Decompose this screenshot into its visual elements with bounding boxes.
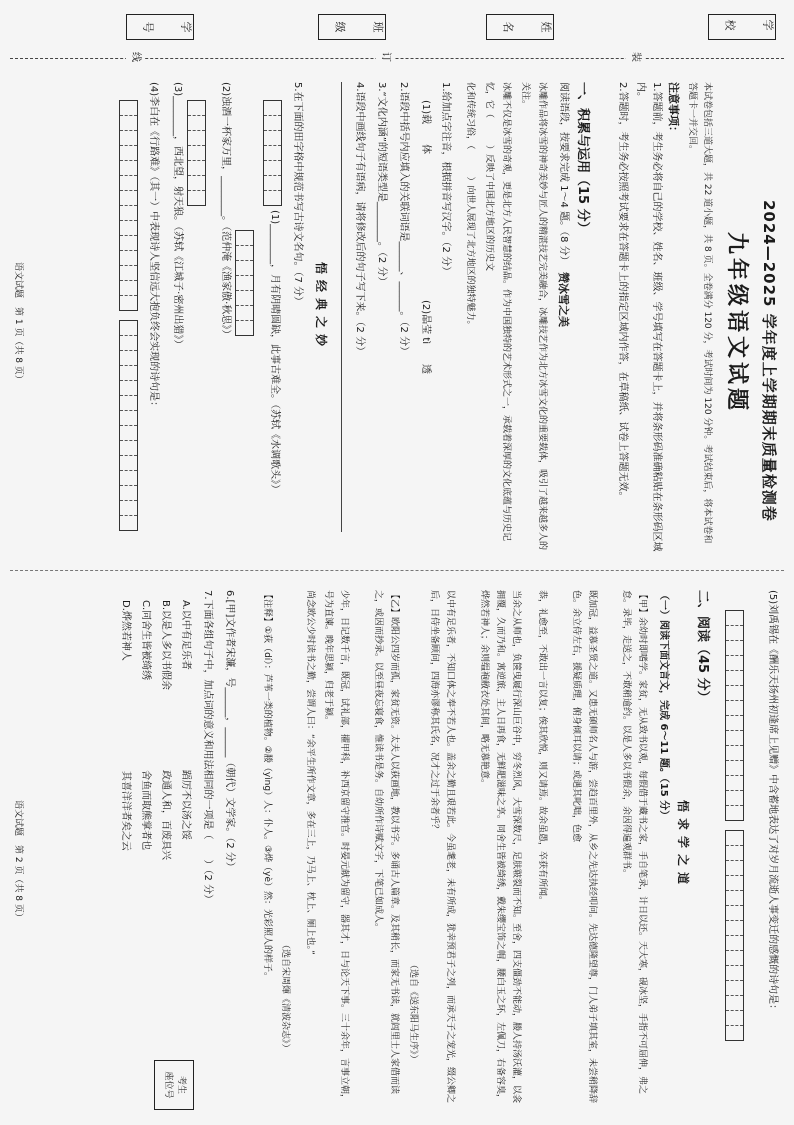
binding-char-zhuang: 装 bbox=[626, 52, 644, 62]
question-6: 6.[甲]文作者宋濂，号______，______（朝代）文学家。（2 分） bbox=[224, 590, 235, 872]
notes-item1: 1.答题前，考生务必将自己的学校、姓名、班级、学号填写在答题卡上，并将条形码准确粘贴在条形码区域内。 bbox=[635, 82, 662, 552]
question-1-part-2: (2)晶莹 tì 透 bbox=[420, 300, 431, 375]
q5-grid-5[interactable] bbox=[119, 320, 138, 531]
binding-char-xian: 线 bbox=[126, 52, 144, 62]
question-1: 1.给加点字注音，根据拼音写汉字。（2 分） bbox=[440, 82, 451, 277]
question-4: 4.语段中画线句子有语病，请将修改后的句子写下来。（2 分） bbox=[354, 82, 365, 357]
question-7-option-d[interactable]: D.烨然若神人 其喜洋洋者矣之云 bbox=[120, 600, 131, 851]
yi-line-1: 【乙】欧阳公四岁而孤，家贫无资。太夫人以荻画地，教以书字。多诵古人篇章。及其稍长，而家无书读，就闾里士人家借而读之，或因而抄录。以至昼夜忘寝食，惟读书是务。自幼所作诗赋文字，下笔已如成人。 bbox=[373, 590, 399, 1095]
exam-title: 2024—2025 学年度上学期期末质量检测卷 bbox=[760, 200, 778, 522]
info-label-name: 姓 名 bbox=[495, 20, 552, 33]
info-label-school: 学 校 bbox=[717, 18, 774, 31]
q5-grid-7[interactable] bbox=[725, 830, 744, 1041]
yi-source: （选自宋周煇《清波杂志》） bbox=[280, 940, 290, 1053]
notes-intro: 本试卷包括三道大题，共 22 道小题，共 8 页。全卷满分 120 分，考试时间为 120 分钟。考试结束后，将本试卷和答题卡一并交回。 bbox=[687, 82, 712, 544]
question-4-answer-line[interactable] bbox=[341, 82, 342, 532]
info-label-class: 班 级 bbox=[327, 20, 384, 33]
paper-title: 九年级语文试题 bbox=[724, 232, 749, 415]
passage-title: 赞冰雪之美 bbox=[557, 272, 570, 327]
q5-grid-4[interactable] bbox=[119, 100, 138, 311]
passage-line-3: 化和传统习俗，（ ）向世人展现了北方地区的独特魅力。 bbox=[465, 82, 475, 330]
section1-heading: 一、积累与运用（15 分） bbox=[575, 82, 590, 235]
passage-line-2: 冰雕不仅是冰雪的奇观，更是北方人民智慧的结晶。作为中国独特的艺术形式之一，承载着深厚的文化底蕴与历史记忆，它（ ）反映了中国北方地区的历史文 bbox=[484, 82, 511, 542]
page-divider bbox=[10, 570, 784, 572]
question-2: 2.语段中括号内应填入的关联词语是______、______。（2 分） bbox=[398, 82, 409, 357]
jia-line-1: 【甲】余幼时即嗜学。家贫，无从致书以观，每假借于藏书之家，手自笔录，计日以还。天大寒，砚冰坚，手指不可屈伸，弗之怠。录毕，走送之，不敢稍逾约。以是人多以书假余，余因得遍观群书。 bbox=[621, 590, 647, 1095]
question-7: 7.下面各组句子中，加点词的意义和用法相同的一项是（ ）（2 分） bbox=[202, 590, 213, 905]
section2-heading: 二、阅读（45 分） bbox=[695, 590, 710, 704]
section1-sub-heading: 悟经典之妙 bbox=[314, 262, 328, 353]
section2-instruction: （一）阅读下面文言文，完成 6～11 题。（15 分） bbox=[658, 590, 669, 821]
seat-number-stamp: 考生 座位号 bbox=[154, 1060, 194, 1110]
question-7-option-c[interactable]: C.同舍生皆被绮绣 舍鱼而取熊掌者也 bbox=[140, 600, 151, 851]
footer-page-1: 语文试题 第 1 页（共 8 页） bbox=[13, 262, 23, 384]
section2-sub-heading: 悟求学之道 bbox=[676, 800, 690, 891]
jia-line-3: 恭，礼愈至，不敢出一言以复；俟其欣悦，则又请焉。故余虽愚，卒获有所闻。 bbox=[537, 590, 547, 906]
q5-grid-6[interactable] bbox=[725, 610, 744, 821]
footer-page-2: 语文试题 第 2 页（共 8 页） bbox=[13, 800, 23, 922]
jia-line-2: 既加冠，益慕圣贤之道。又患无硕师名人与游，尝趋百里外，从乡之先达执经叩问。先达德隆望尊，门人弟子填其室，未尝稍降辞色。余立侍左右，援疑质理，俯身倾耳以请；或遇其叱咄，色愈 bbox=[571, 590, 597, 1104]
question-1-part-1: (1)载 体 bbox=[420, 100, 431, 155]
question-3: 3.“文化内涵”的短语类型是________。（2 分） bbox=[376, 82, 387, 287]
question-5-part-4: (4)李白在《行路难》（其一）中表现诗人坚信远大抱负终会实现的诗句是： bbox=[148, 82, 159, 412]
jia-source: （选自《送东阳马生序》） bbox=[408, 960, 418, 1064]
question-7-option-a[interactable]: A.以中有足乐者 蹈厉不以汤之馁 bbox=[180, 600, 191, 840]
q5-grid-3[interactable] bbox=[187, 100, 206, 206]
yi-line-3: 尚念欧公少时读书之勤，尝谓人曰：“余平生所作文章，多在三上，乃马上、枕上、厕上也。” bbox=[305, 590, 315, 955]
jia-line-4: 当余之从师也，负箧曳屣行深山巨谷中，穷冬烈风，大雪深数尺，足肤皲裂而不知。至舍，四支僵劲不能动，媵人持汤沃灌，以衾拥覆，久而乃和。寓逆旅，主人日再食，无鲜肥滋味之享。同舍生皆被绮绣，戴朱缨宝饰之帽，腰白玉之环，左佩刀，右备容臭，烨然若神人；余则缊袍敝衣处其间，略无慕艳意。 bbox=[479, 590, 521, 1104]
passage-line-1: 冰雕作品将冰雪的神奇美妙与匠人的精湛技艺完美融合，冰雕技艺作为北方冰雪文化的重要载体，吸引了越来越多人的关注。 bbox=[520, 82, 547, 551]
q5-grid-1[interactable] bbox=[263, 100, 282, 206]
question-5-part-2: (2)浊酒一杯家万里，________。（范仲淹《渔家傲·秋思》） bbox=[220, 82, 231, 340]
section1-instruction: 阅读语段，按要求完成 1～4 题。（8 分） bbox=[558, 82, 569, 266]
question-5-part-1: (1)________，月有阴晴圆缺，此事古难全。（苏轼《水调歌头》） bbox=[269, 210, 280, 495]
question-7-option-b[interactable]: B.以是人多以书假余 政通人和，百废具兴 bbox=[160, 600, 171, 861]
notes-label: 注意事项： bbox=[667, 82, 680, 137]
q5-grid-2[interactable] bbox=[235, 230, 254, 336]
notes-item2: 2.答题时，考生务必按照考试要求在答题卡上的指定区域内作答，在草稿纸、试卷上答题无效。 bbox=[617, 82, 628, 502]
binding-char-ding: 订 bbox=[376, 52, 394, 62]
question-5-part-3: (3)________，西北望，射天狼。（苏轼《江城子·密州出猎》） bbox=[172, 82, 183, 350]
notes-line: 【注释】①荻（dí）：芦苇一类的植物。②媵（yìng）人：仆人。③烨（yè）然：光彩照人的样子。 bbox=[262, 590, 272, 982]
question-5-part-5: (5)刘禹锡在《酬乐天扬州初逢席上见赠》中含蓄地表达了对岁月流逝人事变迁的感慨的诗句是： bbox=[767, 590, 778, 1015]
question-5: 5.在下面的田字格中规范书写古诗文名句。（7 分） bbox=[292, 82, 303, 307]
info-label-number: 学 号 bbox=[135, 20, 192, 33]
jia-line-5: 以中有足乐者，不知口体之奉不若人也。盖余之勤且艰若此。今虽耄老，未有所成，犹幸预君子之列，而承天子之宠光，缀公卿之后，日侍坐备顾问，四海亦谬称其氏名，况才之过于余者乎？ bbox=[429, 590, 455, 1104]
yi-line-2: 少年，日记数千言，既冠，试礼部，擢甲科，补西京留守推官。时晏元献为留守，器其才，日与论天下事。三十余年，言事立朝，号为直谏。晚年思颍，归老于颍。 bbox=[323, 590, 349, 1104]
